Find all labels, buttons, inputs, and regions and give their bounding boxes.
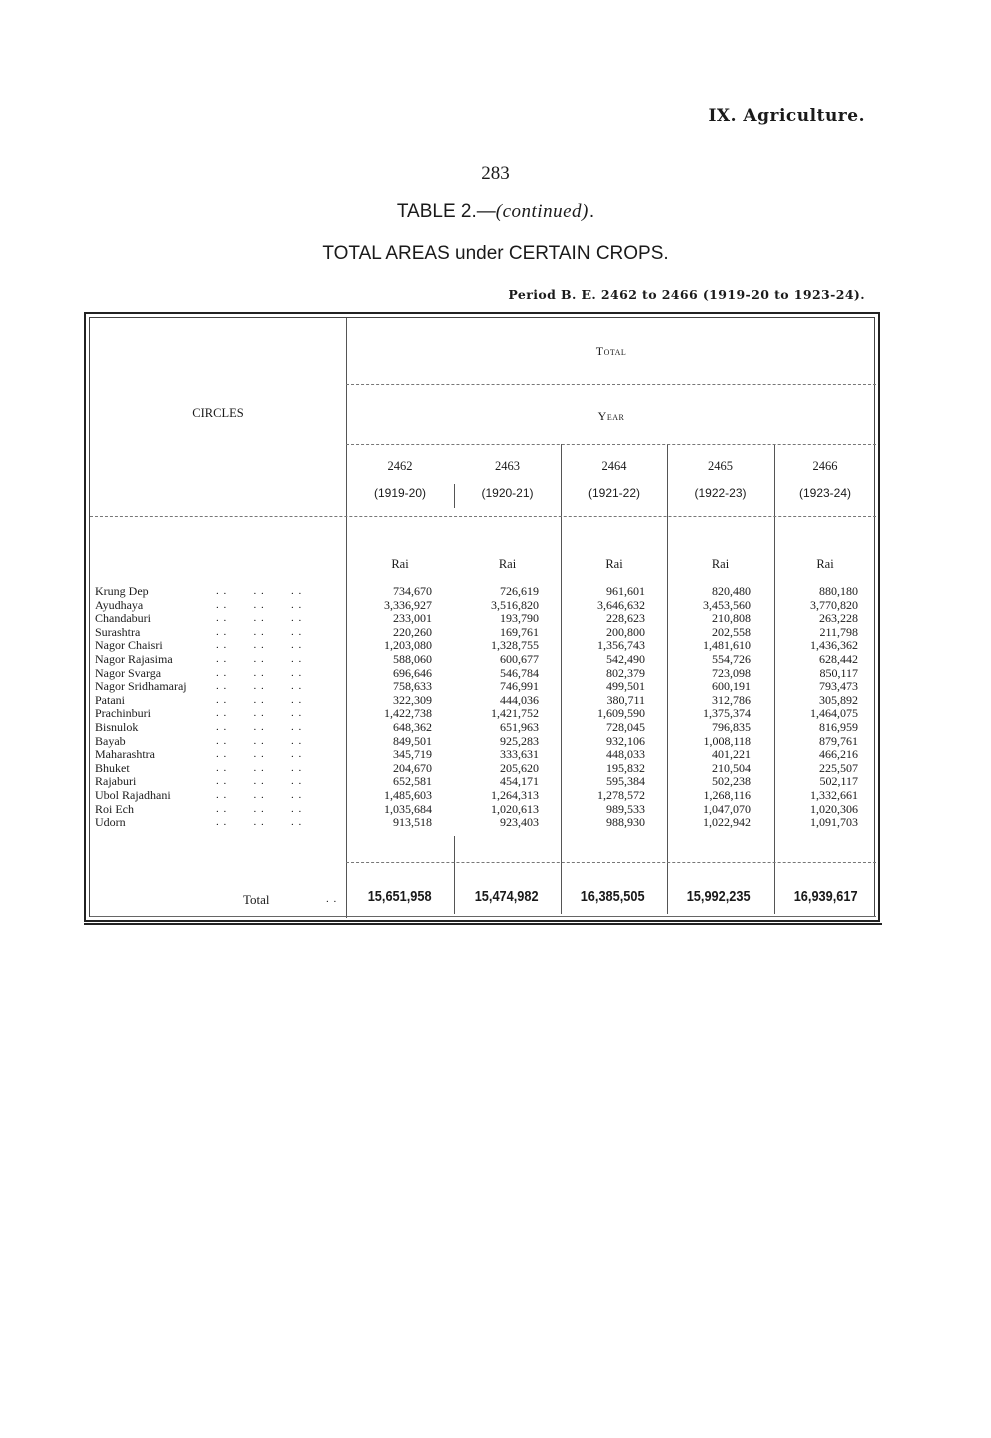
total-value-1: 15,474,982 [475,889,539,905]
cell-value: 169,761 [500,624,539,639]
cell-value: 1,268,116 [703,788,751,802]
cell-value: 193,790 [500,611,539,626]
circle-name: Prachinburi [95,706,151,721]
circle-name: Roi Ech [95,801,134,816]
page-number: 283 [481,163,510,184]
circle-name: Bayab [95,733,126,748]
cell-value: 588,060 [393,652,432,666]
total-header-rule [346,384,876,385]
year-ce-4: (1923-24) [798,486,852,500]
leader-dots: . . . . . . [216,748,303,761]
total-row-rule [346,862,876,863]
circle-name: Udorn [95,815,126,830]
year-be-4: 2466 [812,459,838,473]
cell-value: 758,633 [393,679,432,694]
cell-value: 3,516,820 [491,597,539,612]
cell-value: 734,670 [393,584,432,598]
table-subtitle: TOTAL AREAS under CERTAIN CROPS. [322,243,669,264]
cell-value: 923,403 [500,815,539,830]
cell-value: 651,963 [500,720,539,734]
cell-value: 202,558 [712,624,751,639]
period-note: Period B. E. 2462 to 2466 (1919-20 to 1923-24). [508,287,865,302]
cell-value: 961,601 [606,584,645,598]
cell-value: 723,098 [712,665,751,680]
circle-name: Patani [95,692,125,707]
leader-dots: . . . . . . [216,775,303,788]
cell-value: 648,362 [393,720,432,734]
unit-label-4: Rai [816,557,834,571]
leader-dots: . . . . . . [216,789,303,801]
cell-value: 796,835 [712,720,751,734]
leader-dots: . . . . . . [216,625,303,638]
header-bottom-rule [90,516,876,517]
cell-value: 1,328,755 [491,638,539,653]
year-divider-3 [667,444,668,914]
cell-value: 879,761 [819,733,858,748]
cell-value: 728,045 [606,720,645,734]
cell-value: 696,646 [393,665,432,680]
circle-name: Bhuket [95,760,130,775]
cell-value: 850,117 [819,665,858,680]
cell-value: 913,518 [393,815,432,830]
year-be-1: 2463 [495,459,520,473]
year-header-rule [346,444,876,445]
cell-value: 195,832 [606,760,645,775]
circles-column-divider [346,318,347,918]
cell-value: 1,485,603 [384,788,432,802]
year-ce-3: (1922-23) [694,486,747,500]
cell-value: 554,726 [712,652,751,666]
cell-value: 200,800 [606,624,645,639]
cell-value: 1,278,572 [597,788,645,802]
unit-label-0: Rai [391,557,409,571]
cell-value: 502,117 [819,774,858,789]
cell-value: 333,631 [500,747,539,762]
cell-value: 816,959 [819,720,858,734]
year-be-2: 2464 [601,459,627,473]
cell-value: 652,581 [393,774,432,789]
circle-name: Ubol Rajadhani [95,788,171,802]
circle-name: Nagor Rajasima [95,652,173,666]
cell-value: 211,798 [819,624,858,639]
cell-value: 989,533 [606,801,645,816]
circle-name: Bisnulok [95,720,139,734]
cell-value: 746,991 [500,679,539,694]
cell-value: 3,770,820 [810,597,858,612]
table-frame [84,312,880,922]
cell-value: 502,238 [712,774,751,789]
cell-value: 233,001 [393,611,432,626]
cell-value: 1,022,942 [703,815,751,830]
year-be-3: 2465 [708,459,733,473]
cell-value: 1,609,590 [597,706,645,721]
circle-name: Nagor Chaisri [95,638,163,653]
year-ce-2: (1921-22) [587,486,641,500]
cell-value: 1,008,118 [703,733,751,748]
year-ce-0: (1919-20) [373,486,427,500]
cell-value: 1,047,070 [703,801,751,816]
cell-value: 322,309 [393,692,432,707]
leader-dots: . . . . . . [216,721,303,733]
circle-name: Rajaburi [95,774,137,789]
table-title [0,201,991,223]
cell-value: 210,808 [712,611,751,626]
leader-dots: . . . . . . [216,761,303,774]
leader-dots: . . . . . . [216,666,303,679]
cell-value: 3,336,927 [384,597,432,612]
cell-value: 312,786 [712,692,751,707]
circle-name: Surashtra [95,624,141,639]
cell-value: 628,442 [819,652,858,666]
cell-value: 726,619 [500,584,539,598]
leader-dots: . . . . . . [216,802,303,815]
cell-value: 988,930 [606,815,645,830]
cell-value: 1,464,075 [810,706,858,721]
leader-dots: . . . . . . [216,653,303,665]
cell-value: 454,171 [500,774,539,789]
cell-value: 444,036 [500,692,539,707]
cell-value: 1,091,703 [810,815,858,830]
year-be-0: 2462 [387,459,413,473]
leader-dots: . . . . . . [216,585,303,597]
unit-label-3: Rai [711,557,730,571]
cell-value: 225,507 [819,760,858,775]
table-title-main: TABLE 2.— [396,201,496,222]
unit-label-1: Rai [498,557,517,571]
leader-dots: . . . . . . [216,816,303,829]
cell-value: 546,784 [500,665,539,680]
cell-value: 1,375,374 [703,706,751,721]
leader-dots: . . . . . . [216,693,303,706]
cell-value: 1,264,313 [491,788,539,802]
circles-header: CIRCLES [192,406,244,420]
cell-value: 1,035,684 [384,801,432,816]
cell-value: 499,501 [606,679,645,694]
cell-value: 1,203,080 [384,638,432,653]
circle-name: Nagor Sridhamaraj [95,679,187,694]
cell-value: 1,332,661 [810,788,858,802]
cell-value: 849,501 [393,733,432,748]
unit-label-2: Rai [605,557,623,571]
table-title-continued: (continued) [495,201,589,222]
leader-dots: . . . . . . [216,598,303,611]
cell-value: 793,473 [819,679,858,694]
cell-value: 401,221 [712,747,751,762]
total-value-2: 16,385,505 [581,889,645,905]
total-row-label: Total [243,892,270,907]
year-ce-1: (1920-21) [481,486,534,500]
cell-value: 1,020,613 [491,801,539,816]
cell-value: 380,711 [606,692,645,707]
total-value-4: 16,939,617 [794,889,858,905]
cell-value: 820,480 [712,584,751,598]
cell-value: 448,033 [606,747,645,762]
total-value-3: 15,992,235 [687,889,751,905]
cell-value: 1,436,362 [810,638,858,653]
table-foot-rule [90,916,876,917]
cell-value: 595,384 [606,774,645,789]
cell-value: 228,623 [606,611,645,626]
cell-value: 600,677 [500,652,539,666]
year-divider-2 [561,444,562,914]
leader-dots: . . . . . . [216,734,303,747]
cell-value: 210,504 [712,760,751,775]
cell-value: 3,453,560 [703,597,751,612]
cell-value: 305,892 [819,692,858,707]
leader-dots: . . . . . . [216,680,303,693]
cell-value: 466,216 [819,747,858,762]
total-row-dots: . . [326,893,338,905]
circle-name: Ayudhaya [95,597,144,612]
year-divider-1-bottom [454,836,455,914]
cell-value: 1,422,738 [384,706,432,721]
leader-dots: . . . . . . [216,612,303,625]
total-header: Total [595,344,627,358]
cell-value: 263,228 [819,611,858,626]
cell-value: 1,356,743 [597,638,645,653]
circle-name: Nagor Svarga [95,665,162,680]
cell-value: 345,719 [393,747,432,762]
total-value-0: 15,651,958 [368,889,432,905]
cell-value: 204,670 [393,760,432,775]
year-divider-4 [774,444,775,914]
cell-value: 802,379 [606,665,645,680]
year-header: Year [597,409,625,423]
circle-name: Chandaburi [95,611,151,626]
cell-value: 205,620 [500,760,539,775]
cell-value: 600,191 [712,679,751,694]
table-title-end: . [588,201,595,222]
cell-value: 925,283 [500,733,539,748]
section-header: IX. Agriculture. [708,106,865,126]
cell-value: 220,260 [393,624,432,639]
leader-dots: . . . . . . [216,639,303,652]
cell-value: 1,020,306 [810,801,858,816]
leader-dots: . . . . . . [216,707,303,720]
cell-value: 932,106 [606,733,645,748]
table-bottom-rule [84,923,882,925]
cell-value: 3,646,632 [597,597,645,612]
cell-value: 1,421,752 [491,706,539,721]
cell-value: 880,180 [819,584,858,598]
cell-value: 1,481,610 [703,638,751,653]
circle-name: Maharashtra [95,747,155,762]
circle-name: Krung Dep [95,584,149,598]
cell-value: 542,490 [606,652,645,666]
